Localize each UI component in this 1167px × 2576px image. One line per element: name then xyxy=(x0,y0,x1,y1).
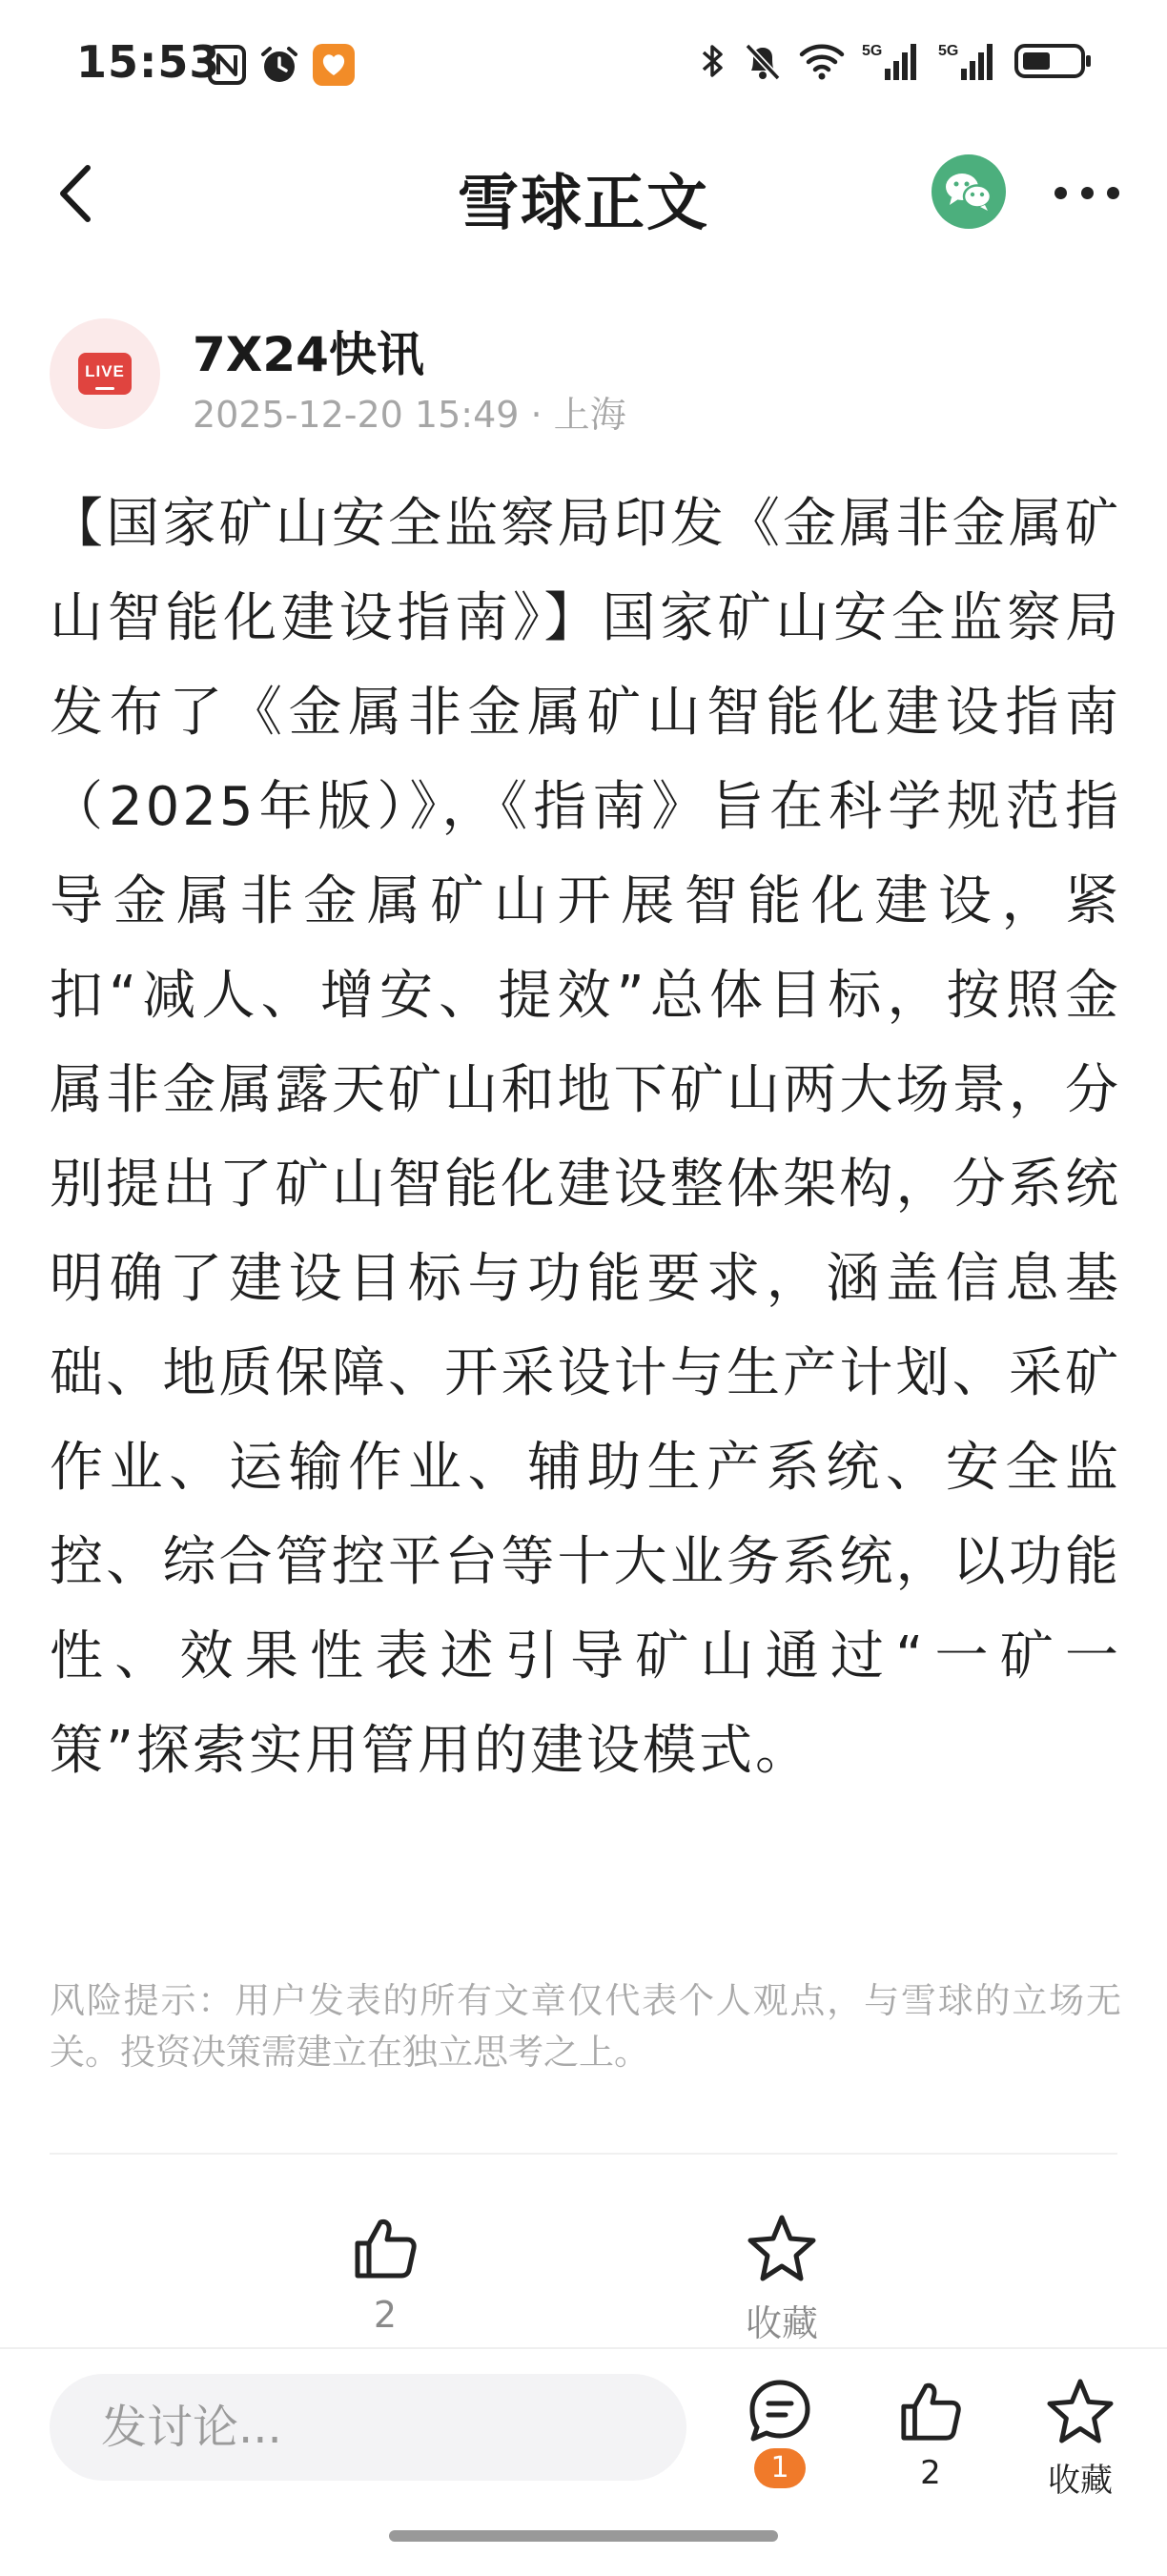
more-icon xyxy=(1107,187,1119,199)
thumbs-up-icon xyxy=(898,2379,963,2443)
signal-5g-icon xyxy=(862,40,921,82)
health-app-icon xyxy=(313,44,355,86)
alarm-icon xyxy=(259,45,299,85)
bottom-like-count: 2 xyxy=(920,2454,941,2492)
signal-5g-icon xyxy=(938,40,997,82)
post-meta: 2025-12-20 15:49 · 上海 xyxy=(193,394,626,436)
avatar[interactable] xyxy=(50,318,160,429)
risk-notice: 风险提示：用户发表的所有文章仅代表个人观点，与雪球的立场无关。投资决策需建立在独立思考之上。 xyxy=(50,1980,1121,2073)
nav-bar xyxy=(0,133,1167,253)
network-label: 5G xyxy=(938,43,959,59)
star-icon xyxy=(1046,2378,1115,2444)
article-body: 【国家矿山安全监察局印发《金属非金属矿山智能化建设指南》】国家矿山安全监察局发布了《金属非金属矿山智能化建设指南（2025年版）》，《指南》旨在科学规范指导金属非金属矿山开展智能化建设，紧扣“减人、增安、提效”总体目标，按照金属非金属露天矿山和地下矿山两大场景，分别提出了矿山智能化建设整体架构，分系统明确了建设目标与功能要求，涵盖信息基础、地质保障、开采设计与生产计划、采矿作业、运输作业、辅助生产系统、安全监控、综合管控平台等十大业务系统，以功能性、效果性表述引导矿山通过“一矿一策”探索实用管用的建设模式。 xyxy=(50,493,1121,1782)
comment-input[interactable] xyxy=(50,2374,686,2481)
wechat-share-button[interactable] xyxy=(932,154,1006,229)
status-left-icons xyxy=(208,44,355,86)
comment-count-badge: 1 xyxy=(754,2448,806,2488)
more-button[interactable] xyxy=(1054,174,1119,212)
bottom-like-button[interactable] xyxy=(873,2378,988,2492)
author-name[interactable]: 7X24快讯 xyxy=(193,327,424,382)
mute-icon xyxy=(744,40,782,82)
bottom-favorite-button[interactable] xyxy=(1023,2378,1137,2501)
favorite-button[interactable] xyxy=(706,2210,858,2346)
like-button[interactable] xyxy=(309,2210,461,2336)
home-indicator[interactable] xyxy=(389,2530,778,2542)
thumbs-up-icon xyxy=(352,2215,419,2281)
comments-button[interactable] xyxy=(723,2378,837,2488)
divider xyxy=(50,2153,1117,2155)
bottom-favorite-label: 收藏 xyxy=(1048,2462,1113,2500)
more-icon xyxy=(1081,187,1094,199)
wifi-icon xyxy=(799,42,845,80)
nfc-icon xyxy=(208,45,246,85)
network-label: 5G xyxy=(862,43,883,59)
like-count: 2 xyxy=(373,2294,398,2336)
live-icon xyxy=(78,353,132,395)
avatar-label: LIVE xyxy=(85,362,125,380)
status-time: 15:53 xyxy=(76,36,221,88)
favorite-label: 收藏 xyxy=(745,2302,818,2344)
article-actions xyxy=(0,2210,1167,2353)
battery-icon xyxy=(1014,40,1093,82)
more-icon xyxy=(1054,187,1067,199)
bottom-bar xyxy=(0,2347,1167,2576)
page-title: 雪球正文 xyxy=(458,169,709,239)
status-right-icons xyxy=(700,40,1093,82)
status-bar xyxy=(0,0,1167,133)
bluetooth-icon xyxy=(700,40,727,82)
wechat-icon xyxy=(944,171,993,213)
star-icon xyxy=(747,2214,817,2282)
author-header[interactable] xyxy=(50,317,1117,436)
comment-icon xyxy=(747,2379,812,2443)
